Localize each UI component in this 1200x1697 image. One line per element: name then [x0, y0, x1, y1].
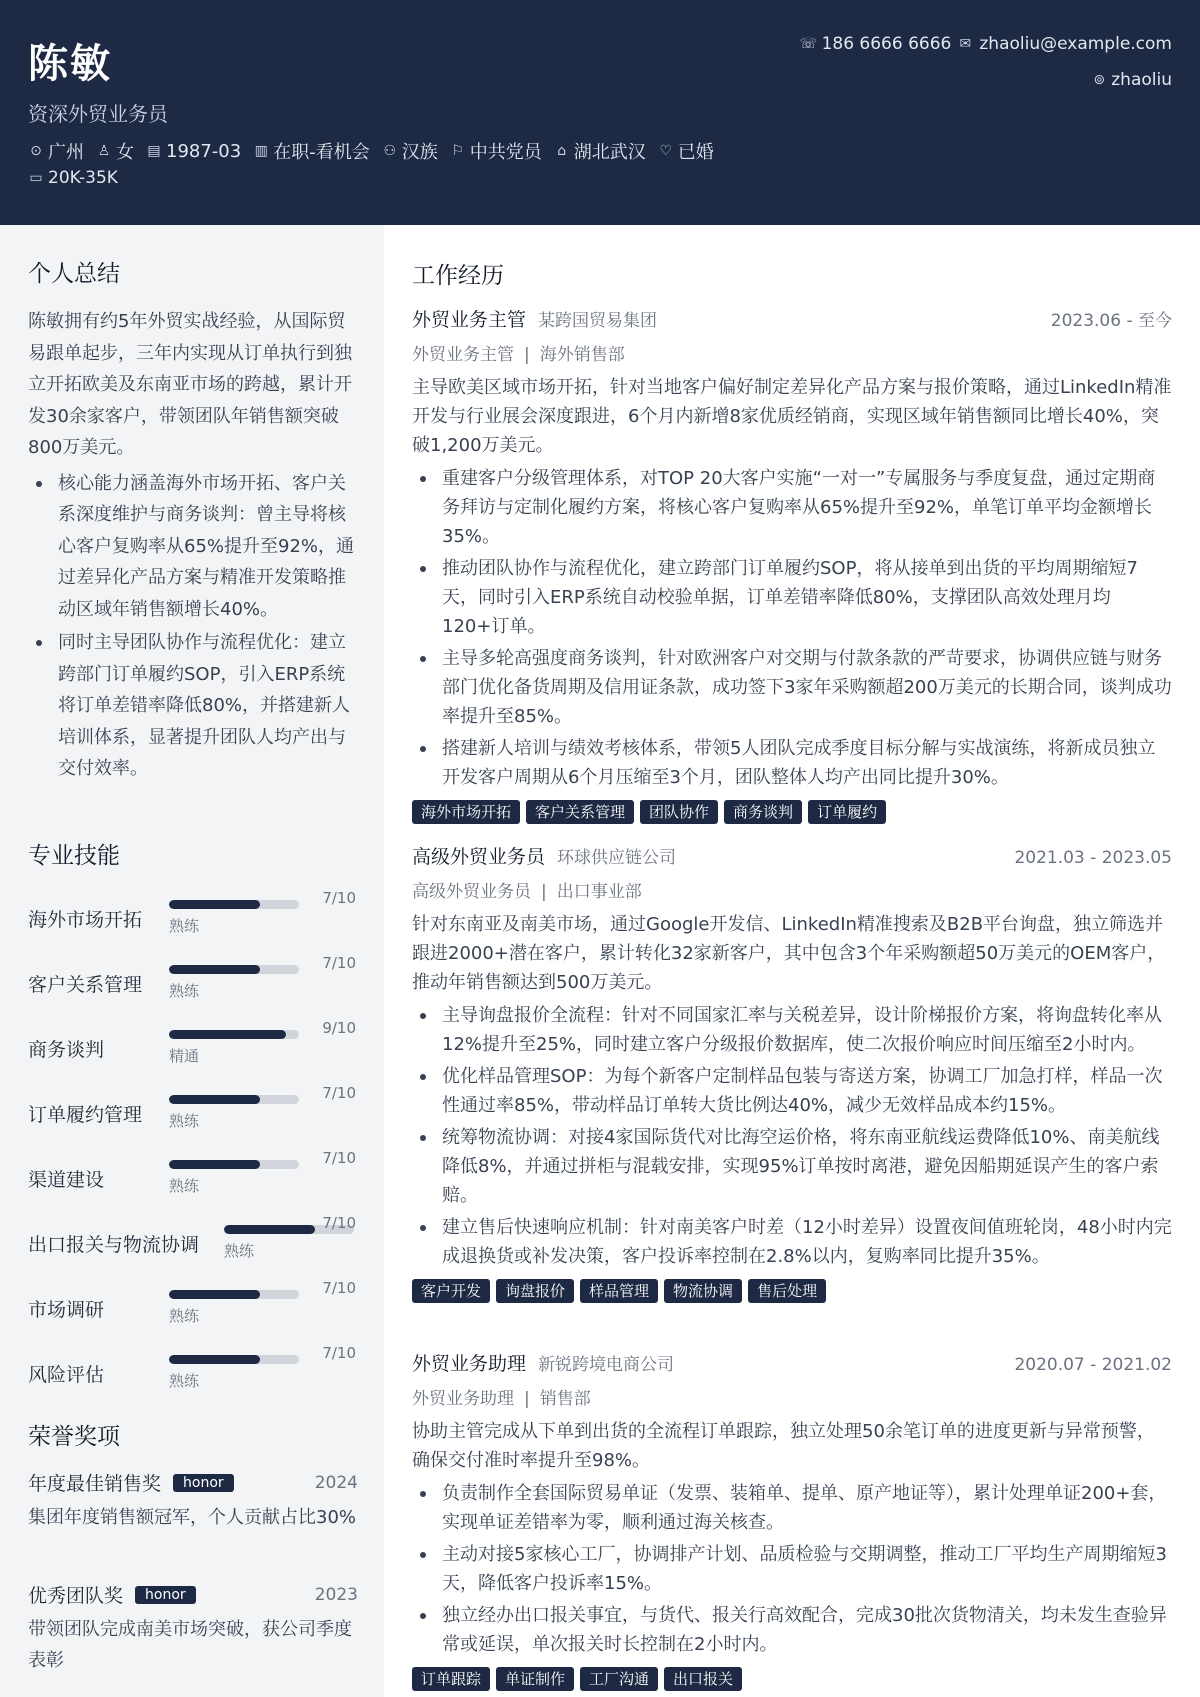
summary-text: 陈敏拥有约5年外贸实战经验，从国际贸易跟单起步，三年内实现从订单执行到独立开拓欧美及东南亚市场的跨越，累计开发30余家客户，带领团队年销售额突破800万美元。 — [28, 311, 352, 458]
skill-name: 市场调研 — [28, 1299, 105, 1321]
skill-score: 7/10 — [322, 954, 356, 972]
skill-tag: 工厂沟通 — [580, 1667, 658, 1691]
heart-icon: ♡ — [659, 143, 672, 159]
job-tags — [412, 1667, 1172, 1691]
job-date: 2021.03 - 2023.05 — [1014, 848, 1172, 868]
job-bullet: 统筹物流协调：对接4家国际货代对比海空运价格，将东南亚航线运费降低10%、南美航线降低8%，并通过拼柜与混载安排，实现95%订单按时离港，避免因船期延误产生的客户索赔。 — [412, 1123, 1172, 1210]
job-bullet: 主导询盘报价全流程：针对不同国家汇率与关税差异，设计阶梯报价方案，将询盘转化率从12%提升至25%，同时建立客户分级报价数据库，使二次报价响应时间压缩至2小时内。 — [412, 1001, 1172, 1059]
skill-bar-fill — [169, 1290, 260, 1299]
salary-line — [28, 168, 118, 188]
honor-desc: 带领团队完成南美市场突破，获公司季度表彰 — [28, 1619, 352, 1671]
job-entry — [412, 1349, 1172, 1691]
job-tags — [412, 1279, 1172, 1303]
skill-level: 熟练 — [169, 1307, 200, 1325]
info-birth: ▤ 1987-03 — [147, 140, 242, 162]
honor-name: 优秀团队奖 — [28, 1585, 124, 1607]
phone-number: 186 6666 6666 — [821, 34, 952, 54]
job-date: 2023.06 - 至今 — [1050, 311, 1172, 331]
job-title: 资深外贸业务员 — [28, 102, 168, 126]
summary-bullet: 同时主导团队协作与流程优化：建立跨部门订单履约SOP，引入ERP系统将订单差错率降低80%，并搭建新人培训体系，显著提升团队人均产出与交付效率。 — [28, 627, 358, 785]
skill-bar-fill — [169, 900, 260, 909]
skill-level: 熟练 — [224, 1242, 255, 1260]
contact-line — [800, 34, 1172, 54]
skill-tag: 商务谈判 — [724, 800, 802, 824]
skill-bar — [169, 900, 299, 909]
skill-level: 熟练 — [169, 1177, 200, 1195]
honor-item — [28, 1469, 358, 1533]
phone-icon: ☏ — [799, 36, 818, 52]
skill-tag: 订单跟踪 — [412, 1667, 490, 1691]
skills-title: 专业技能 — [28, 843, 120, 869]
briefcase-icon: ▥ — [254, 143, 268, 159]
job-position: 外贸业务助理 — [412, 1353, 527, 1375]
skill-bar — [169, 1030, 299, 1039]
main-content — [384, 225, 1200, 1697]
skill-tag: 客户关系管理 — [526, 800, 634, 824]
info-gender: ♙ 女 — [97, 142, 134, 163]
location-pin-icon: ⊙ — [30, 143, 42, 159]
skill-level: 熟练 — [169, 917, 200, 935]
job-subline: 高级外贸业务员 | 出口事业部 — [412, 882, 642, 902]
resume-header — [0, 0, 1200, 225]
email-address: zhaoliu@example.com — [979, 34, 1172, 54]
job-bullet: 负责制作全套国际贸易单证（发票、装箱单、提单、原产地证等），累计处理单证200+套，实现单证差错率为零，顺利通过海关核查。 — [412, 1479, 1172, 1537]
job-tags — [412, 800, 1172, 824]
job-bullet: 优化样品管理SOP：为每个新客户定制样品包装与寄送方案，协调工厂加急打样，样品一次性通过率85%，带动样品订单转大货比例达40%，减少无效样品成本约15%。 — [412, 1062, 1172, 1120]
info-political: ⚐ 中共党员 — [451, 142, 542, 163]
skill-tag: 样品管理 — [580, 1279, 658, 1303]
skill-score: 7/10 — [322, 889, 356, 907]
skill-bar-fill — [169, 1095, 260, 1104]
skill-bar-fill — [169, 1030, 286, 1039]
job-company: 新锐跨境电商公司 — [538, 1355, 675, 1375]
skill-tag: 售后处理 — [748, 1279, 826, 1303]
skill-level: 熟练 — [169, 1372, 200, 1390]
skill-bar — [169, 1355, 299, 1364]
honor-badge: honor — [135, 1586, 196, 1604]
expected-salary: 20K-35K — [48, 168, 118, 188]
skill-tag: 订单履约 — [808, 800, 886, 824]
job-role: 高级外贸业务员 — [412, 882, 531, 902]
skill-level: 熟练 — [169, 982, 200, 1000]
skill-name: 商务谈判 — [28, 1039, 105, 1061]
wechat-id: zhaoliu — [1111, 70, 1172, 90]
skill-score: 7/10 — [322, 1084, 356, 1102]
job-company: 某跨国贸易集团 — [538, 311, 658, 331]
job-position: 高级外贸业务员 — [412, 846, 546, 868]
summary-bullets — [28, 468, 358, 785]
honors-title: 荣誉奖项 — [28, 1424, 120, 1450]
skill-bar-fill — [169, 965, 260, 974]
skill-tag: 单证制作 — [496, 1667, 574, 1691]
skill-bar-fill — [169, 1160, 260, 1169]
sidebar — [0, 225, 384, 1697]
job-bullets — [412, 1479, 1172, 1659]
info-ethnicity: ⚇ 汉族 — [383, 142, 438, 163]
skill-bar-fill — [224, 1225, 315, 1234]
honor-name: 年度最佳销售奖 — [28, 1473, 162, 1495]
summary-section — [28, 255, 358, 787]
skill-level: 熟练 — [169, 1112, 200, 1130]
summary-title: 个人总结 — [28, 261, 120, 287]
job-bullet: 重建客户分级管理体系，对TOP 20大客户实施“一对一”专属服务与季度复盘，通过定期商务拜访与定制化履约方案，将核心客户复购率从65%提升至92%，单笔订单平均金额增长35%。 — [412, 464, 1172, 551]
job-dept: 出口事业部 — [556, 882, 642, 902]
personal-info — [28, 138, 714, 164]
honors-section — [28, 1418, 358, 1451]
skill-score: 7/10 — [322, 1344, 356, 1362]
skill-row — [28, 1344, 358, 1400]
skill-bar — [169, 1095, 299, 1104]
info-location: ⊙ 广州 — [28, 138, 84, 164]
job-description: 协助主管完成从下单到出货的全流程订单跟踪，独立处理50余笔订单的进度更新与异常预警，确保交付准时率提升至98%。 — [412, 1421, 1155, 1471]
info-status: ▥ 在职-看机会 — [254, 142, 370, 163]
skill-tag: 询盘报价 — [496, 1279, 574, 1303]
skills-section — [28, 837, 358, 870]
job-bullet: 建立售后快速响应机制：针对南美客户时差（12小时差异）设置夜间值班轮岗，48小时内完成退换货或补发决策，客户投诉率控制在2.8%以内，复购率同比提升35%。 — [412, 1213, 1172, 1271]
job-bullet: 主动对接5家核心工厂，协调排产计划、品质检验与交期调整，推动工厂平均生产周期缩短3天，降低客户投诉率15%。 — [412, 1540, 1172, 1598]
skill-tag: 客户开发 — [412, 1279, 490, 1303]
honor-badge: honor — [173, 1474, 234, 1492]
mail-icon: ✉ — [959, 36, 972, 52]
job-role: 外贸业务主管 — [412, 345, 514, 365]
person-icon: ♙ — [97, 143, 111, 159]
skill-row — [28, 889, 358, 945]
job-dept: 海外销售部 — [539, 345, 625, 365]
skill-row — [28, 1279, 358, 1335]
skill-bar-fill — [169, 1355, 260, 1364]
job-bullets — [412, 1001, 1172, 1271]
experience-title: 工作经历 — [412, 263, 504, 289]
money-icon: ▭ — [29, 170, 43, 186]
summary-bullet: 核心能力涵盖海外市场开拓、客户关系深度维护与商务谈判：曾主导将核心客户复购率从65%提升至92%，通过差异化产品方案与精准开发策略推动区域年销售额增长40%。 — [28, 468, 358, 626]
skill-name: 客户关系管理 — [28, 974, 143, 996]
skill-name: 风险评估 — [28, 1364, 105, 1386]
skill-row — [28, 1149, 358, 1205]
skill-score: 7/10 — [322, 1149, 356, 1167]
info-hometown: ⌂ 湖北武汉 — [554, 138, 646, 164]
skill-tag: 团队协作 — [640, 800, 718, 824]
skill-row — [28, 954, 358, 1010]
honor-item — [28, 1581, 358, 1676]
job-bullet: 主导多轮高强度商务谈判，针对欧洲客户对交期与付款条款的严苛要求，协调供应链与财务部门优化备货周期及信用证条款，成功签下3家年采购额超200万美元的长期合同，谈判成功率提升至85%。 — [412, 644, 1172, 731]
flag-icon: ⚐ — [451, 143, 464, 159]
job-description: 针对东南亚及南美市场，通过Google开发信、LinkedIn精准搜索及B2B平台询盘，独立筛选并跟进2000+潜在客户，累计转化32家新客户，其中包含3个年采购额超50万美元的OEM客户，推动年销售额达到500万美元。 — [412, 914, 1166, 993]
skill-tag: 物流协调 — [664, 1279, 742, 1303]
skill-score: 7/10 — [322, 1214, 356, 1232]
job-entry — [412, 842, 1172, 1303]
job-bullet: 独立经办出口报关事宜，与货代、报关行高效配合，完成30批次货物清关，均未发生查验异常或延误，单次报关时长控制在2小时内。 — [412, 1601, 1172, 1659]
job-position: 外贸业务主管 — [412, 309, 527, 331]
skill-name: 海外市场开拓 — [28, 909, 143, 931]
skill-row — [28, 1019, 358, 1075]
job-entry — [412, 305, 1172, 824]
wechat-icon: ⊚ — [1093, 72, 1106, 88]
skill-level: 精通 — [169, 1047, 200, 1065]
job-subline: 外贸业务助理 | 销售部 — [412, 1389, 591, 1409]
candidate-name: 陈敏 — [28, 41, 112, 87]
job-bullets — [412, 464, 1172, 792]
honor-year: 2023 — [314, 1584, 358, 1605]
wechat-line — [1091, 70, 1172, 90]
skill-bar — [169, 1290, 299, 1299]
skill-score: 7/10 — [322, 1279, 356, 1297]
skill-name: 出口报关与物流协调 — [28, 1234, 200, 1256]
calendar-icon: ▤ — [147, 143, 161, 159]
skill-tag: 出口报关 — [664, 1667, 742, 1691]
honor-desc: 集团年度销售额冠军，个人贡献占比30% — [28, 1507, 357, 1528]
job-role: 外贸业务助理 — [412, 1389, 514, 1409]
home-icon: ⌂ — [557, 143, 567, 159]
skill-tag: 海外市场开拓 — [412, 800, 520, 824]
skill-bar — [169, 1160, 299, 1169]
job-subline: 外贸业务主管 | 海外销售部 — [412, 345, 625, 365]
skill-bar — [169, 965, 299, 974]
skill-row — [28, 1084, 358, 1140]
job-dept: 销售部 — [539, 1389, 591, 1409]
job-description: 主导欧美区域市场开拓，针对当地客户偏好制定差异化产品方案与报价策略，通过LinkedIn精准开发与行业展会深度跟进，6个月内新增8家优质经销商，实现区域年销售额同比增长40%，突破1,200万美元。 — [412, 377, 1172, 456]
skill-name: 渠道建设 — [28, 1169, 105, 1191]
job-bullet: 搭建新人培训与绩效考核体系，带领5人团队完成季度目标分解与实战演练，将新成员独立开发客户周期从6个月压缩至3个月，团队整体人均产出同比提升30%。 — [412, 734, 1172, 792]
honor-year: 2024 — [314, 1472, 358, 1493]
job-bullet: 推动团队协作与流程优化，建立跨部门订单履约SOP，将从接单到出货的平均周期缩短7天，同时引入ERP系统自动校验单据，订单差错率降低80%，支撑团队高效处理月均120+订单。 — [412, 554, 1172, 641]
info-marital: ♡ 已婚 — [659, 142, 714, 163]
skill-score: 9/10 — [322, 1019, 356, 1037]
users-icon: ⚇ — [383, 143, 396, 159]
job-date: 2020.07 - 2021.02 — [1014, 1355, 1172, 1375]
skill-row — [28, 1214, 358, 1270]
skill-name: 订单履约管理 — [28, 1104, 143, 1126]
job-company: 环球供应链公司 — [557, 848, 677, 868]
